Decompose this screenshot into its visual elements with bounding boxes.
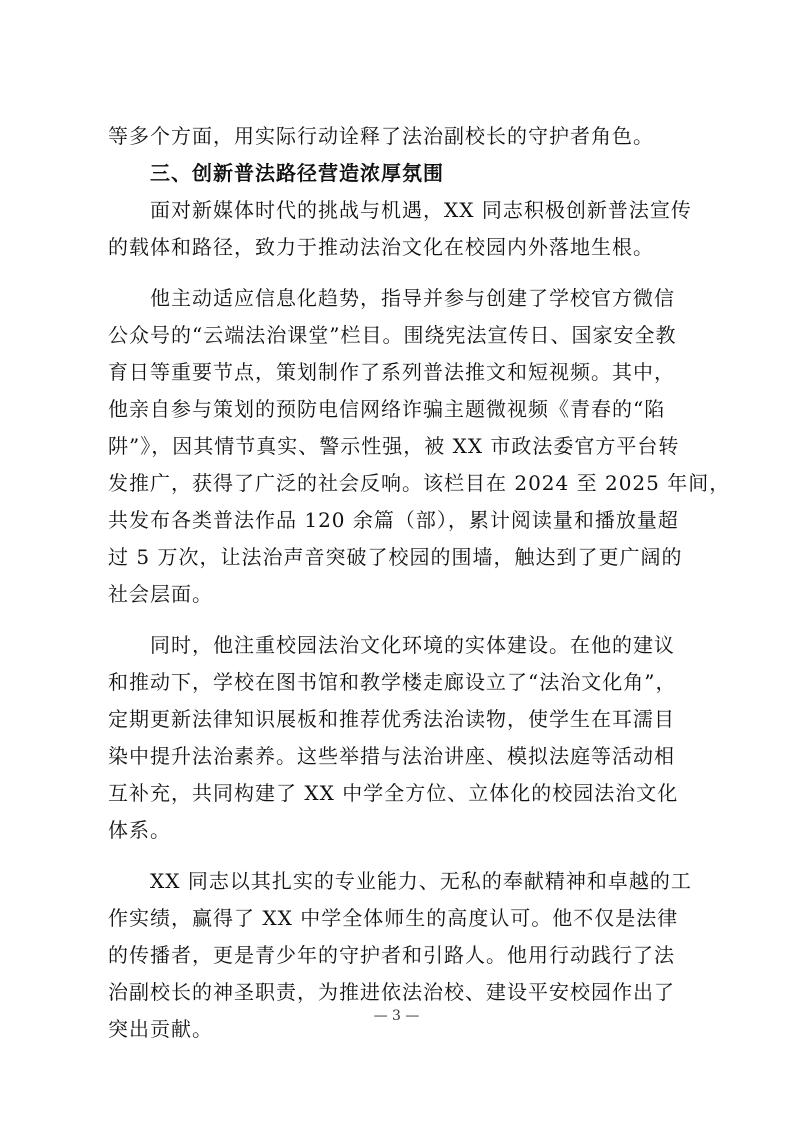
paragraph-line: 互补充，共同构建了 XX 中学全方位、立体化的校园法治文化 (108, 781, 679, 805)
paragraph-line: 共发布各类普法作品 120 余篇（部），累计阅读量和播放量超 (108, 508, 679, 532)
paragraph-line: 定期更新法律知识展板和推荐优秀法治读物，使学生在耳濡目 (108, 707, 675, 731)
paragraph-gap (108, 266, 693, 280)
paragraph-line: 治副校长的神圣职责，为推进依法治校、建设平安校园作出了 (108, 980, 675, 1004)
paragraph-line: 过 5 万次，让法治声音突破了校园的围墙，触达到了更广阔的 (108, 545, 683, 569)
paragraph-line: 的载体和路径，致力于推动法治文化在校园内外落地生根。 (108, 235, 654, 259)
paragraph-line: 阱”》，因其情节真实、警示性强，被 XX 市政法委官方平台转 (108, 434, 680, 458)
paragraph-line: 公众号的“云端法治课堂”栏目。围绕宪法宣传日、国家安全教 (108, 323, 677, 347)
paragraph-line: 他主动适应信息化趋势，指导并参与创建了学校官方微信 (150, 286, 675, 310)
paragraph-line: 同时，他注重校园法治文化环境的实体建设。在他的建议 (150, 633, 675, 657)
paragraph-line: 染中提升法治素养。这些举措与法治讲座、模拟法庭等活动相 (108, 744, 675, 768)
section-heading: 三、创新普法路径营造浓厚氛围 (150, 161, 444, 185)
paragraph-line: 等多个方面，用实际行动诠释了法治副校长的守护者角色。 (108, 124, 654, 148)
paragraph-line: 作实绩，赢得了 XX 中学全体师生的高度认可。他不仅是法律 (108, 906, 679, 930)
paragraph-line: 的传播者，更是青少年的守护者和引路人。他用行动践行了法 (108, 943, 675, 967)
paragraph-line: 育日等重要节点，策划制作了系列普法推文和短视频。其中， (108, 360, 675, 384)
paragraph-line: 和推动下，学校在图书馆和教学楼走廊设立了“法治文化角”， (108, 670, 677, 694)
paragraph-line: XX 同志以其扎实的专业能力、无私的奉献精神和卓越的工 (150, 869, 692, 893)
paragraph-line: 突出贡献。 (108, 1017, 213, 1041)
paragraph-line: 发推广，获得了广泛的社会反响。该栏目在 2024 至 2025 年间， (108, 471, 731, 495)
paragraph-line: 面对新媒体时代的挑战与机遇，XX 同志积极创新普法宣传 (150, 198, 692, 222)
document-body (108, 118, 731, 1048)
paragraph-gap (108, 613, 693, 627)
paragraph-line: 体系。 (108, 818, 171, 842)
page-number: — 3 — (373, 1008, 420, 1024)
paragraph-line: 社会层面。 (108, 582, 213, 606)
paragraph-line: 他亲自参与策划的预防电信网络诈骗主题微视频《青春的“陷 (108, 397, 666, 421)
paragraph-gap (108, 849, 693, 863)
